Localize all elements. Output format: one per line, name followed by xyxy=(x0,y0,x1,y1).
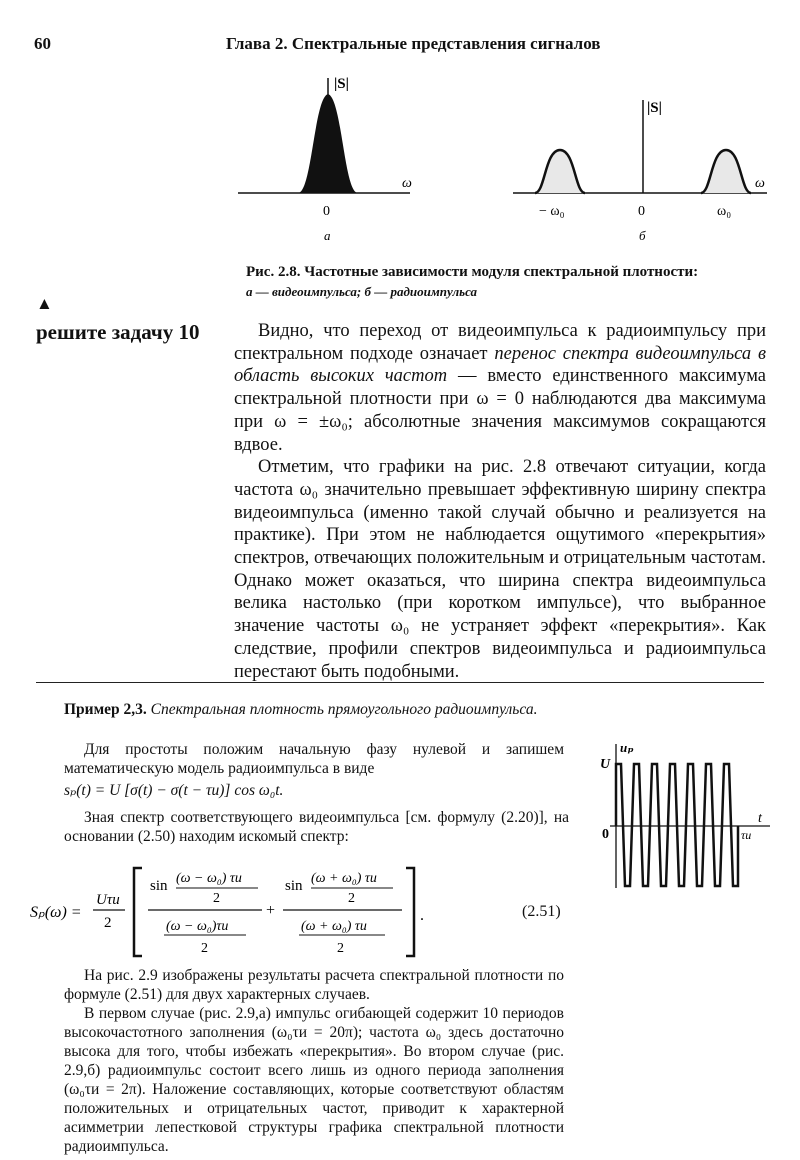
body-text xyxy=(234,320,766,683)
figure-2-8b xyxy=(505,90,775,245)
y-label-b: |S| xyxy=(647,100,662,116)
pulse-signal-label: uₚ xyxy=(620,740,634,755)
panel-label-a: а xyxy=(324,228,331,243)
eq-den-1: (ω − ω₀)τи xyxy=(166,919,229,934)
paragraph-cases: В первом случае (рис. 2.9,а) импульс огибающей содержит 10 периодов высокочастотного заполнения (ω₀τи = 20π); частота ω₀ здесь достаточно высока для того, чтобы избежать «перекрытия». Во втором случае (рис. 2.9,б) радиоимпульс состоит всего лишь из одного периода заполнения (ω₀τи = 2π). Наложение составляющих, которые соответствуют областям положительных и отрицательных частот, приводит к характерной асимметрии лепестковой структуры графика спектральной плотности радиоимпульса. xyxy=(64,1005,564,1155)
paragraph-results: На рис. 2.9 изображены результаты расчета спектральной плотности по формуле (2.51) для двух характерных случаев. xyxy=(64,967,564,1003)
eq-two-2: 2 xyxy=(201,941,208,956)
example-intro: Для простоты положим начальную фазу нулевой и запишем математическую модель радиоимпульса в виде xyxy=(64,741,564,777)
y-label-a: |S| xyxy=(334,76,349,92)
zero-b: 0 xyxy=(638,204,645,219)
eq-lhs: Sₚ(ω) = xyxy=(30,904,82,921)
panel-label-b: б xyxy=(639,228,646,243)
eq-left-bracket xyxy=(134,868,142,956)
eq-arg-1: (ω − ω₀) τи xyxy=(176,871,242,886)
caption-line-1: Рис. 2.8. Частотные зависимости модуля спектральной плотности: xyxy=(246,264,699,280)
example-results xyxy=(64,966,564,1156)
example-title: Пример 2,3. Спектральная плотность прямоугольного радиоимпульса. xyxy=(64,701,538,718)
eq-right-bracket xyxy=(406,868,414,956)
equation-2-51 xyxy=(30,860,450,965)
radio-spectrum-neg xyxy=(535,150,585,193)
eq-sin-1: sin xyxy=(150,878,168,894)
eq-coef-num: Uτи xyxy=(96,892,120,908)
w-label-b: ω xyxy=(755,176,765,191)
chapter-title: Глава 2. Спектральные представления сигналов xyxy=(226,34,601,53)
radio-spectrum-pos xyxy=(701,150,751,193)
radio-pulse-wave xyxy=(616,764,738,886)
triangle-marker-icon: ▲ xyxy=(36,294,53,313)
eq-two-1: 2 xyxy=(213,891,220,906)
tick-pos-w0: ω₀ xyxy=(717,204,732,219)
eq-two-3: 2 xyxy=(348,891,355,906)
eq-den-2: (ω + ω₀) τи xyxy=(301,919,367,934)
video-spectrum xyxy=(298,94,358,193)
eq-period: . xyxy=(420,907,424,924)
section-divider xyxy=(36,682,764,683)
paragraph-2: Отметим, что графики на рис. 2.8 отвечают ситуации, когда частота ω₀ значительно превышает эффективную ширину спектра видеоимпульса (именно такой случай обычно и реализуется на практике). При этом не наблюдается ощутимого «перекрытия» спектров, отвечающих положительным и отрицательным частотам. Однако может оказаться, что ширина спектра видеоимпульса велика настолько (при коротком импульсе), что выбранное значение частоты ω₀ не устраняет эффект «перекрытия». Как следствие, профили спектров видеоимпульса и радиоимпульса перестают быть подобными. xyxy=(234,457,766,682)
pulse-zero: 0 xyxy=(602,827,609,842)
eq-plus: + xyxy=(266,902,276,919)
eq-arg-2: (ω + ω₀) τи xyxy=(311,871,377,886)
eq-sin-2: sin xyxy=(285,878,303,894)
text-before-equation: Зная спектр соответствующего видеоимпульса [см. формулу (2.20)], на основании (2.50) находим искомый спектр: xyxy=(64,809,569,845)
equation-number: (2.51) xyxy=(522,903,561,920)
paragraph-1: Видно, что переход от видеоимпульса к радиоимпульсу при спектральном подходе означает перенос спектра видеоимпульса в область высоких частот — вместо единственного максимума спектральной плотности при ω = 0 наблюдаются два максимума при ω = ±ω₀; абсолютные значения максимумов сокращаются вдвое. xyxy=(234,321,766,455)
sidebar-note[interactable]: решите задачу 10 xyxy=(36,320,200,344)
eq-two-4: 2 xyxy=(337,941,344,956)
tick-neg-w0: − ω₀ xyxy=(539,204,565,219)
model-formula: sₚ(t) = U [σ(t) − σ(t − τи)] cos ω₀t. xyxy=(64,782,284,799)
zero-a: 0 xyxy=(323,204,330,219)
figure-2-8a xyxy=(230,70,420,245)
w-label-a: ω xyxy=(402,176,412,191)
pulse-t-label: t xyxy=(758,811,762,826)
pulse-tau-label: τи xyxy=(741,828,752,842)
pulse-y-label: U xyxy=(600,757,611,772)
page-number: 60 xyxy=(34,34,51,53)
eq-coef-den: 2 xyxy=(104,915,112,931)
caption-line-2: а — видеоимпульса; б — радиоимпульса xyxy=(246,284,477,299)
figure-caption xyxy=(246,262,786,302)
radio-pulse-figure xyxy=(594,738,774,896)
